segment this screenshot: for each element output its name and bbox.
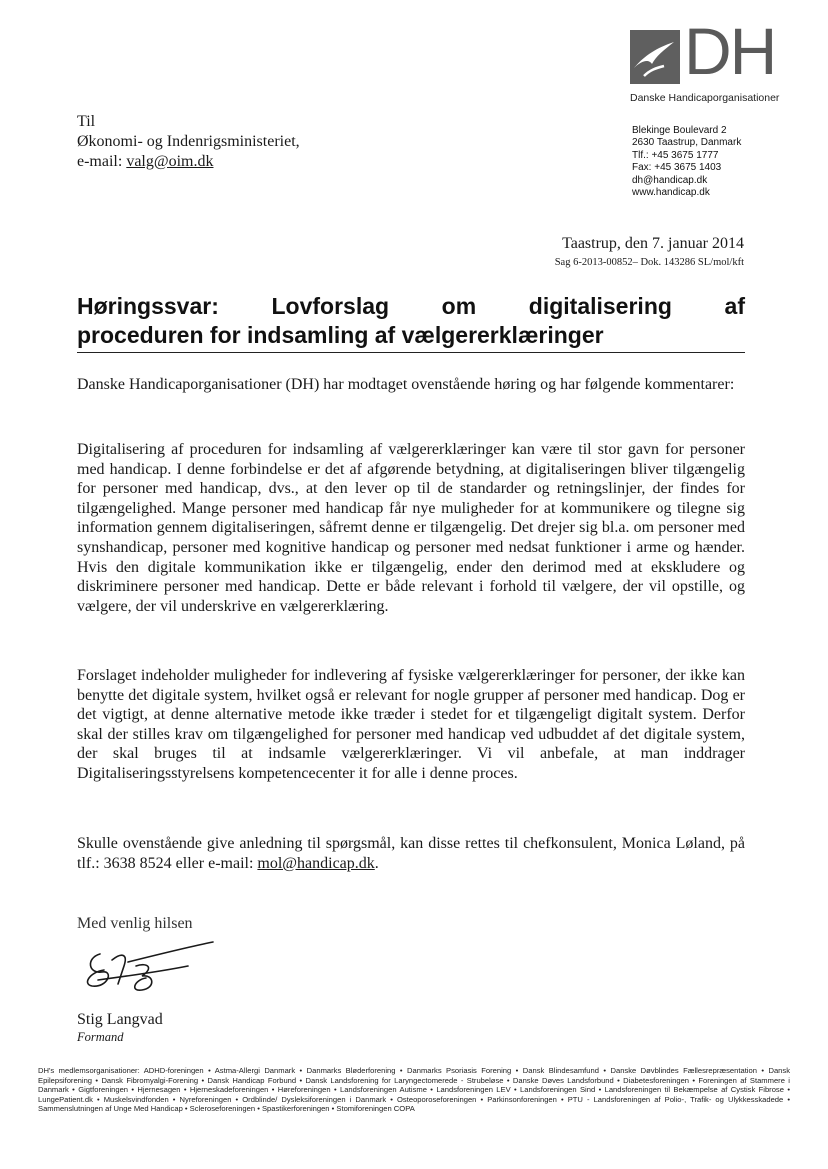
contact-email-link[interactable]: mol@handicap.dk — [257, 854, 375, 872]
letter-title — [77, 292, 745, 350]
address-phone: Tlf.: +45 3675 1777 — [632, 149, 719, 161]
contact-end: . — [374, 854, 379, 872]
sender-address — [632, 125, 741, 199]
signer-title: Formand — [77, 1030, 124, 1044]
title-word: digitalisering — [528, 293, 672, 319]
letter-date: Taastrup, den 7. januar 2014 — [562, 235, 744, 252]
address-email[interactable]: dh@handicap.dk — [632, 174, 708, 186]
recipient-email-label: e-mail: — [77, 153, 127, 170]
address-street: Blekinge Boulevard 2 — [632, 125, 727, 136]
title-word: Høringssvar: — [77, 293, 219, 319]
title-word: om — [441, 293, 477, 319]
title-line-2: proceduren for indsamling af vælgererklæringer — [77, 322, 604, 348]
signer-name: Stig Langvad — [77, 1011, 163, 1028]
paragraph-digitalisation: Digitalisering af proceduren for indsamling af vælgererklæringer kan være til stor gavn for personer med handicap. I denne forbindelse er det af afgørende betydning, at digitaliseringen bliver tilgængelig for personer med handicap, dvs., at den lever op til de standarder og retningslinjer, der findes for tilgængelighed. Mange personer med handicap får nye muligheder for at kommunikere og tilegne sig information gennem digitaliseringen, såfremt denne er tilgængelig. Det drejer sig bl.a. om personer med synshandicap, personer med kognitive handicap og personer med nedsat funktioner i arme og hænder. Hvis den digitale kommunikation ikke er tilgængelig, ender den derimod med at ekskludere og diskriminere personer med handicap. Dette er både relevant i forhold til vælgere, der vil opstille, og vælgere, der vil underskrive en vælgererklæring. — [77, 441, 745, 615]
case-reference: Sag 6-2013-00852– Dok. 143286 SL/mol/kft — [554, 257, 744, 268]
closing-greeting: Med venlig hilsen — [77, 915, 193, 932]
paragraph-contact — [77, 834, 745, 873]
recipient-to: Til — [77, 113, 96, 130]
logo-organisation-name: Danske Handicaporganisationer — [630, 92, 780, 104]
address-web[interactable]: www.handicap.dk — [632, 187, 710, 199]
recipient-block — [77, 112, 300, 172]
address-fax: Fax: +45 3675 1403 — [632, 162, 722, 174]
title-word: Lovforslag — [271, 293, 390, 319]
title-word: af — [724, 293, 745, 319]
contact-text: Skulle ovenstående give anledning til spørgsmål, kan disse rettes til chefkonsulent, Monica Løland, på tlf.: 3638 8524 eller e-mail: — [77, 835, 745, 872]
recipient-ministry: Økonomi- og Indenrigsministeriet, — [77, 133, 300, 150]
member-organisations-footer: DH's medlemsorganisationer: ADHD-foreningen • Astma-Allergi Danmark • Danmarks Bløderforening • Danmarks Psoriasis Forening • Dansk Blindesamfund • Danske Døvblindes Fællesrepræsentation • Dansk Epilepsiforening • Dansk Fibromyalgi-Forening • Dansk Handicap Forbund • Dansk Landsforening for Laryngectomerede - Strubeløse • Danske Døves Landsforbund • Diabetesforeningen • Foreningen af Stammere i Danmark • Gigtforeningen • Hjernesagen • Hjerneskadeforeningen • Høreforeningen • Landsforeningen Autisme • Landsforeningen LEV • Landsforeningen Sind • Landsforeningen til Bekæmpelse af Cystisk Fibrose • LungePatient.dk • Muskelsvindfonden • Nyreforeningen • Ordblinde/ Dysleksiforeningen i Danmark • Osteoporoseforeningen • Parkinsonforeningen • PTU - Landsforeningen af Polio-, Trafik- og Ulykkesskadede • Sammenslutningen af Unge Med Handicap • Scleroseforeningen • Spastikerforeningen • Stomiforeningen COPA — [38, 1066, 790, 1114]
dh-logo — [630, 14, 792, 106]
recipient-email-link[interactable]: valg@oim.dk — [126, 153, 214, 170]
address-city: 2630 Taastrup, Danmark — [632, 137, 742, 149]
logo-mark: DH — [684, 14, 776, 88]
title-line-1 — [77, 292, 745, 321]
paragraph-proposal: Forslaget indeholder muligheder for indlevering af fysiske vælgererklæringer for personer, der ikke kan benytte det digitale system, hvilket også er relevant for nogle grupper af personer med handicap. Dog er det vigtigt, at denne alternative metode ikke træder i stedet for et tilgængeligt digitalt system. Derfor skal der stilles krav om tilgængelighed for personer med handicap ved udbuddet af det digitale system, der skal bruges til at indsamle vælgererklæringer. Vi vil anbefale, at man inddrager Digitaliseringsstyrelsens kompetencecenter it for alle i denne proces. — [77, 667, 745, 782]
bird-logo-icon — [630, 30, 680, 84]
recipient-email-line — [77, 152, 300, 172]
title-divider — [77, 352, 745, 353]
paragraph-intro: Danske Handicaporganisationer (DH) har modtaget ovenstående høring og har følgende kommentarer: — [77, 376, 735, 393]
handwritten-signature — [78, 932, 228, 1012]
